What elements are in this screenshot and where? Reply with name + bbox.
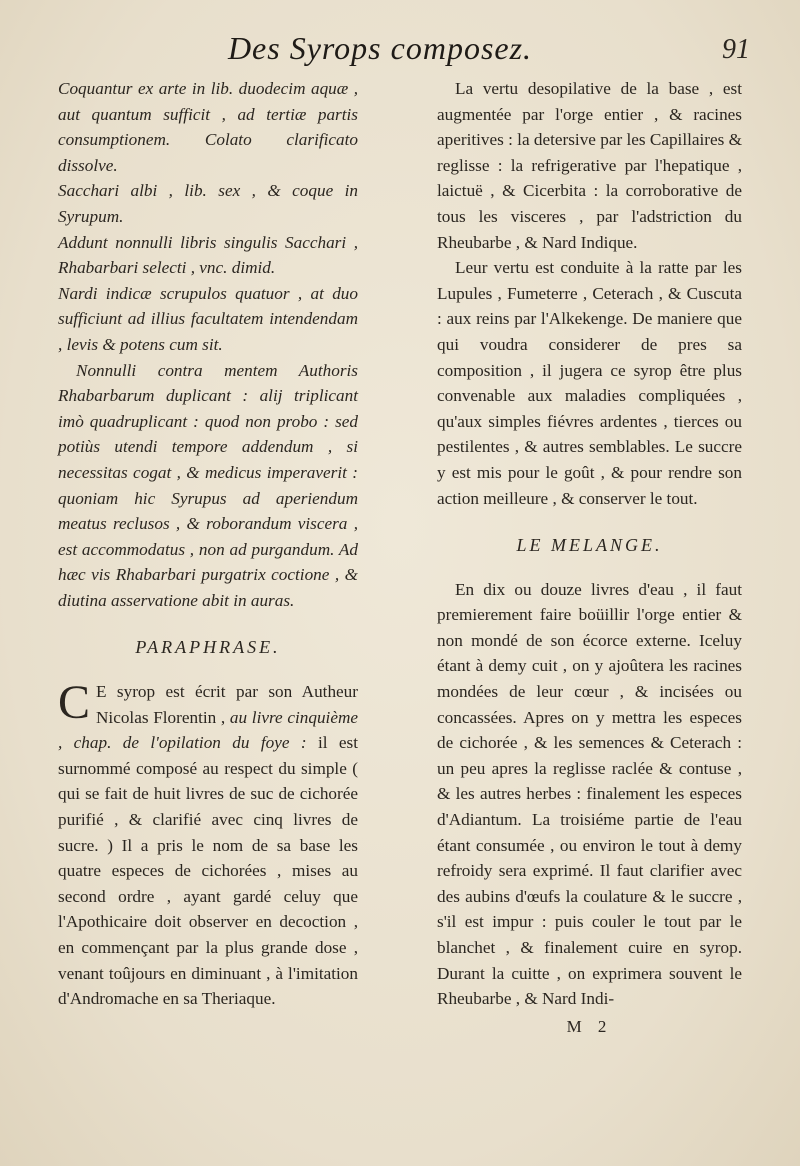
page-number: 91	[722, 34, 750, 65]
right-paragraph-2: Leur vertu est conduite à la ratte par les Lupules , Fumeterre , Ceterach , & Cuscuta : aux reins par l'Alkekenge. De maniere que qui voudra considerer de pres sa composition , il jugera ce syrop être plus convenable aux maladies compliquées , qu'aux simples fiévres ardentes , tierces ou pestilentes , & autres semblables. Le succre y est mis pour le goût , & pour rendre son action meilleure , & conserver le tout.	[437, 258, 742, 508]
latin-paragraph-2: Sacchari albi , lib. sex , & coque in Syrupum.	[58, 181, 358, 226]
drop-cap: C	[58, 676, 91, 730]
paraphrase-text-c: il est surnommé composé au respect du simple ( qui se fait de huit livres de suc de cichorée purifié , & clarifié avec cinq livres de sucre. ) Il a pris le nom de sa base les quatre especes de cichorées , mises au second ordre , ayant gardé celuy que l'Apothicaire doit observer en decoction , en commençant par la plus grande dose , venant toûjours en diminuant , à l'imitation d'Andromache en sa Theriaque.	[58, 733, 358, 1009]
latin-paragraph-3: Addunt nonnulli libris singulis Sacchari , Rhabarbari selecti , vnc. dimid.	[58, 232, 358, 278]
running-head-title: Des Syrops composez.	[227, 30, 533, 66]
latin-paragraph-1: Coquantur ex arte in lib. duodecim aquæ , aut quantum sufficit , ad tertiæ partis consumptionem. Colato clarificato dissolve.	[58, 79, 358, 175]
section-heading-melange: LE MELANGE.	[516, 535, 663, 556]
left-column	[58, 76, 358, 1012]
right-paragraph-3: En dix ou douze livres d'eau , il faut premierement faire boüillir l'orge entier & non mondé de son écorce externe. Iceluy étant à demy cuit , on y ajoûtera les racines mondées de leur cœur , & incisées ou concassées. Apres on y mettra les especes de cichorée , & les semences & Ceterach : un peu apres la reglisse raclée & contuse , & les autres herbes : finalement les especes d'Adiantum. La troisiéme partie de l'eau étant consumée , ou environ le tout à demy refroidy sera exprimé. Il faut clarifier avec des aubins d'œufs la coulature & le succre , s'il est impur : puis couler le tout par le blanchet , & finalement cuire en syrop. Durant la cuitte , on exprimera souvent le Rheubarbe , & Nard Indi-	[437, 579, 742, 1009]
paraphrase-text-a: E syrop est écrit par son Autheur Nicolas Florentin ,	[96, 682, 358, 727]
paraphrase-paragraph	[58, 676, 358, 1012]
right-paragraph-1: La vertu desopilative de la base , est augmentée par l'orge entier , & racines aperitives : la detersive par les Capillaires & reglisse : la refrigerative par l'hepatique , laictuë , & Cicerbita : la corroborative de tous les visceres , par l'adstriction du Rheubarbe , & Nard Indique.	[437, 79, 742, 252]
paraphrase-text-b: au livre cinquième , chap. de l'opilation du foye :	[58, 707, 358, 753]
latin-paragraph-4: Nardi indicæ scrupulos quatuor , at duo sufficiunt ad illius facultatem intendendam , levis & potens cum sit.	[58, 283, 358, 354]
signature-mark: M 2	[566, 1016, 613, 1036]
latin-paragraph-5: Nonnulli contra mentem Authoris Rhabarbarum duplicant : alij triplicant imò quadruplicant : quod non probo : sed potiùs utendi tempore addendum , si necessitas cogat , & medicus imperaverit : quoniam hic Syrupus ad aperiendum meatus reclusos , & roborandum viscera , est accommodatus , non ad purgandum. Ad hæc vis Rhabarbari purgatrix coctione , & diutina asservatione abit in auras.	[58, 360, 358, 610]
right-column	[437, 76, 742, 1039]
section-heading-paraphrase: PARAPHRASE.	[135, 637, 281, 658]
running-head	[0, 30, 800, 74]
